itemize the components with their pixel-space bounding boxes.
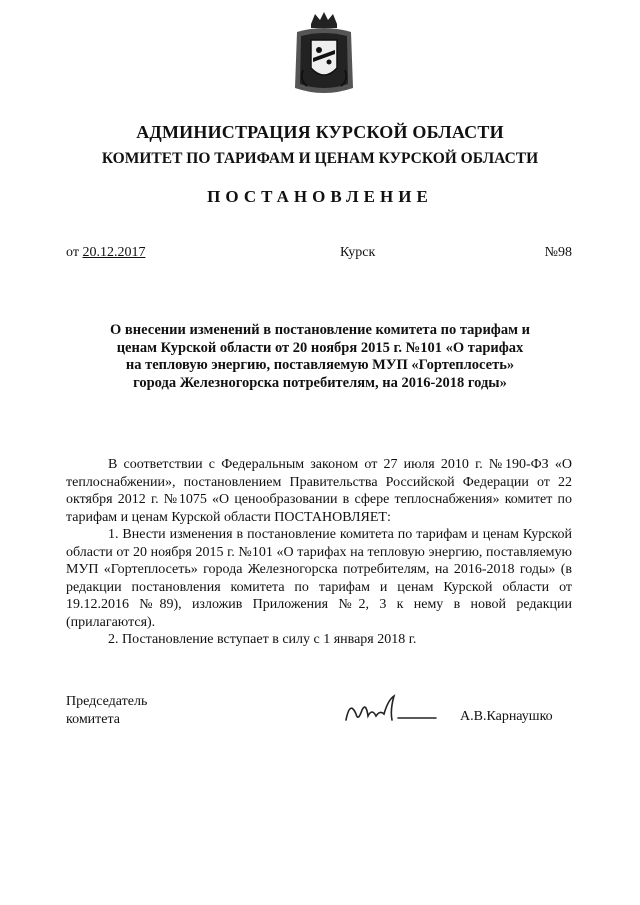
preamble-paragraph: В соответствии с Федеральным законом от 27 июля 2010 г. №190-ФЗ «О теплоснабжении», постановлением Правительства Российской Федерации от 22 октября 2012 г. №1075 «О ценообразовании в сфере теплоснабжения» комитет по тарифам и ценам Курской области ПОСТАНОВЛЯЕТ:: [66, 457, 572, 525]
document-subject: О внесении изменений в постановление комитета по тарифам и ценам Курской области от 20 ноября 2015 г. №101 «О тарифах на тепловую энергию, поставляемую МУП «Гортеплосеть» города Железногорска потребителям, на 2016-2018 годы»: [110, 322, 530, 391]
clause-2: 2. Постановление вступает в силу с 1 января 2018 г.: [108, 632, 417, 647]
org-title: АДМИНИСТРАЦИЯ КУРСКОЙ ОБЛАСТИ: [136, 122, 504, 142]
handwritten-signature-icon: [340, 690, 440, 732]
committee-title: КОМИТЕТ ПО ТАРИФАМ И ЦЕНАМ КУРСКОЙ ОБЛАСТИ: [101, 150, 539, 167]
clause-1: 1. Внести изменения в постановление комитета по тарифам и ценам Курской области от 20 ноября 2015 г. №101 «О тарифах на тепловую энергию, поставляемую МУП «Гортеплосеть» города Железногорска потребителям, на 2016-2018 годы» (в редакции постановления комитета по тарифам и ценам Курской области от 19.12.2016 №89), изложив Приложения №2, 3 к нему в новой редакции (прилагаются).: [66, 527, 572, 630]
date-field: [66, 245, 145, 261]
date-value: 20.12.2017: [82, 245, 146, 260]
coat-of-arms-icon: [289, 10, 359, 98]
position-line-1: Председатель: [66, 694, 148, 709]
city: Курск: [340, 245, 376, 260]
document-body: [66, 456, 572, 649]
document-type: ПОСТАНОВЛЕНИЕ: [207, 187, 433, 206]
signer-name: А.В.Карнаушко: [460, 709, 553, 724]
signer-position: [66, 693, 147, 729]
position-line-2: комитета: [66, 712, 121, 727]
document-number: №98: [544, 245, 572, 260]
date-prefix: от: [66, 245, 79, 260]
